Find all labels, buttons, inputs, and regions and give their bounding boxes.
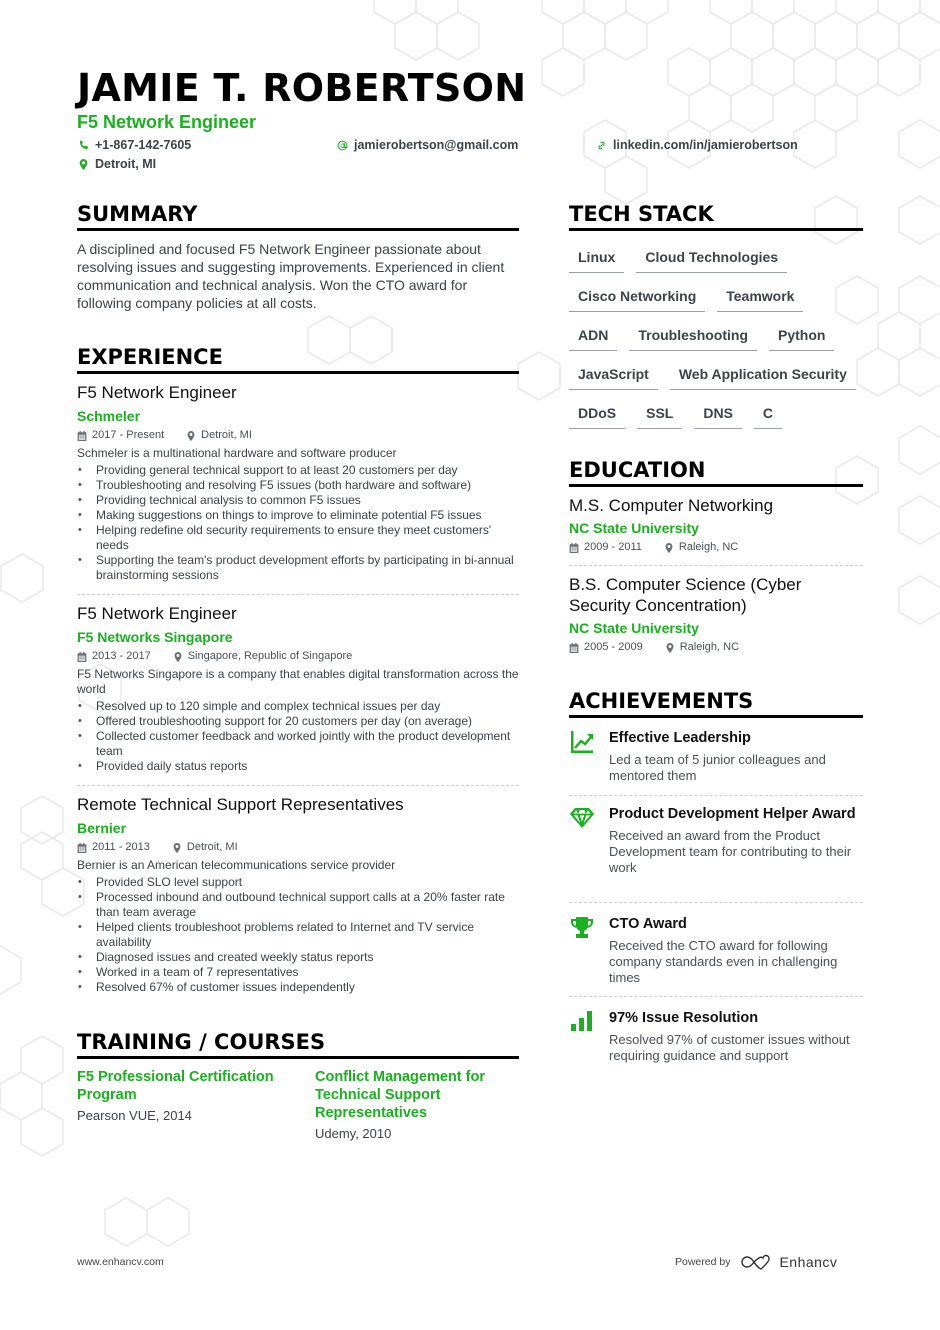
achievement-description: Received the CTO award for following company standards even in challenging times (609, 938, 838, 985)
education-dates: 2005 - 2009 (584, 641, 643, 653)
bullet-item: • Resolved up to 120 simple and complex technical issues per day (77, 699, 519, 714)
skill-tag: JavaScript (569, 360, 658, 390)
map-pin-icon (172, 843, 182, 853)
section-title-tech-stack: TECH STACK (569, 201, 863, 231)
tag-row (569, 360, 869, 399)
section-title-achievements: ACHIEVEMENTS (569, 688, 863, 718)
skill-tag: Cisco Networking (569, 282, 705, 312)
bullet-item: • Helping redefine old security requirements to ensure they meet customers' needs (77, 523, 519, 553)
tag-row (569, 321, 869, 360)
skill-tag: Troubleshooting (629, 321, 757, 351)
bullet-item: • Providing general technical support to at least 20 customers per day (77, 463, 519, 478)
job-location: Singapore, Republic of Singapore (187, 650, 353, 662)
bar-chart-icon (569, 1009, 595, 1035)
job-dates: 2017 - Present (92, 429, 165, 441)
map-pin-icon (664, 543, 674, 553)
at-sign-icon (337, 140, 348, 151)
contact-phone[interactable] (78, 138, 191, 152)
degree-title: M.S. Computer Networking (569, 496, 774, 515)
skill-tag: DNS (694, 399, 742, 429)
skill-tag: DDoS (569, 399, 625, 429)
contact-email[interactable] (337, 138, 518, 152)
achievement-title: Effective Leadership (609, 730, 751, 746)
skill-tag: Python (769, 321, 834, 351)
contact-linkedin[interactable] (596, 138, 798, 152)
section-title-training: TRAINING / COURSES (77, 1029, 519, 1059)
diamond-icon (569, 805, 595, 831)
achievement-entry (569, 915, 863, 986)
job-meta (77, 649, 519, 664)
achievement-entry (569, 1009, 863, 1064)
map-pin-icon (665, 643, 675, 653)
experience-entry (77, 794, 519, 995)
infinity-heart-icon (740, 1254, 772, 1270)
course-provider: Pearson VUE, 2014 (77, 1108, 192, 1123)
experience-entry (77, 603, 519, 774)
school-name: NC State University (569, 520, 699, 536)
company-description: Schmeler is a multinational hardware and software producer (77, 446, 397, 460)
achievement-description: Received an award from the Product Development team for contributing to their work (609, 828, 852, 875)
course-title: Conflict Management for Technical Support Representatives (315, 1069, 485, 1121)
entry-divider (569, 565, 863, 566)
skill-tag: Teamwork (717, 282, 803, 312)
company-description: F5 Networks Singapore is a company that enables digital transformation across the world (77, 667, 519, 696)
achievement-entry (569, 729, 863, 784)
bullet-item: • Processed inbound and outbound technical support calls at a 20% faster rate than team average (77, 890, 519, 920)
job-bullets (77, 463, 519, 583)
achievement-title: Product Development Helper Award (609, 806, 856, 822)
experience-entry (77, 382, 519, 583)
bullet-item: • Worked in a team of 7 representatives (77, 965, 519, 980)
bullet-item: • Collected customer feedback and worked jointly with the product development team (77, 729, 519, 759)
job-meta (77, 840, 519, 855)
section-title-experience: EXPERIENCE (77, 344, 519, 374)
job-dates: 2011 - 2013 (92, 841, 150, 853)
bullet-item: • Provided SLO level support (77, 875, 519, 890)
skill-tag: SSL (637, 399, 682, 429)
brand-name: Enhancv (779, 1254, 838, 1270)
education-location: Raleigh, NC (679, 641, 740, 653)
job-title: Remote Technical Support Representatives (77, 795, 404, 814)
company-name: Schmeler (77, 408, 141, 424)
skill-tag: Linux (569, 243, 624, 273)
link-icon (596, 140, 607, 151)
entry-divider (569, 902, 863, 903)
course-entry (315, 1068, 520, 1142)
job-bullets (77, 875, 519, 995)
company-name: F5 Networks Singapore (77, 629, 233, 645)
candidate-role: F5 Network Engineer (77, 112, 257, 132)
trophy-icon (569, 915, 595, 941)
job-location: Detroit, MI (186, 841, 238, 853)
achievement-description: Resolved 97% of customer issues without requiring guidance and support (609, 1032, 850, 1063)
bullet-item: • Offered troubleshooting support for 20 customers per day (on average) (77, 714, 519, 729)
phone-text: +1-867-142-7605 (95, 138, 192, 152)
skill-tag: Cloud Technologies (636, 243, 787, 273)
candidate-name: JAMIE T. ROBERTSON (77, 66, 527, 110)
achievement-title: 97% Issue Resolution (609, 1010, 759, 1026)
entry-divider (569, 996, 863, 997)
calendar-icon (569, 643, 579, 653)
phone-icon (78, 140, 89, 151)
education-meta (569, 540, 863, 555)
job-dates: 2013 - 2017 (92, 650, 151, 662)
enhancv-logo[interactable] (740, 1254, 837, 1270)
job-title: F5 Network Engineer (77, 383, 237, 402)
job-bullets (77, 699, 519, 774)
education-dates: 2009 - 2011 (584, 541, 642, 553)
contact-location (78, 157, 156, 171)
summary-text: A disciplined and focused F5 Network Engineer passionate about resolving issues and suggesting improvements. Experienced in client communication and technical analysis. Won the CTO award for following company policies at all costs. (77, 241, 505, 311)
bullet-item: • Diagnosed issues and created weekly status reports (77, 950, 519, 965)
entry-divider (77, 594, 519, 595)
footer-branding (675, 1254, 837, 1270)
chart-line-up-icon (569, 729, 595, 755)
tag-row (569, 282, 869, 321)
entry-divider (77, 785, 519, 786)
job-meta (77, 428, 519, 443)
skill-tag: ADN (569, 321, 617, 351)
linkedin-text: linkedin.com/in/jamierobertson (613, 138, 798, 152)
degree-title: B.S. Computer Science (Cyber Security Concentration) (569, 575, 802, 615)
education-entry (569, 574, 863, 655)
education-location: Raleigh, NC (678, 541, 739, 553)
bullet-item: • Troubleshooting and resolving F5 issues (both hardware and software) (77, 478, 519, 493)
education-entry (569, 495, 863, 555)
map-pin-icon (173, 652, 183, 662)
bullet-item: • Providing technical analysis to common F5 issues (77, 493, 519, 508)
tech-stack-tags (569, 243, 869, 438)
achievement-entry (569, 805, 863, 876)
job-location: Detroit, MI (201, 429, 252, 441)
location-text: Detroit, MI (95, 157, 157, 171)
calendar-icon (77, 431, 87, 441)
company-name: Bernier (77, 820, 127, 836)
achievement-description: Led a team of 5 junior colleagues and mentored them (609, 752, 826, 783)
email-text: jamierobertson@gmail.com (354, 138, 519, 152)
entry-divider (569, 795, 863, 796)
tag-row (569, 243, 869, 282)
course-provider: Udemy, 2010 (315, 1126, 392, 1141)
powered-by-label: Powered by (675, 1256, 731, 1268)
bullet-item: • Resolved 67% of customer issues independently (77, 980, 519, 995)
footer-website-link[interactable]: www.enhancv.com (77, 1256, 164, 1268)
map-pin-icon (186, 431, 196, 441)
calendar-icon (77, 843, 87, 853)
company-description: Bernier is an American telecommunications service provider (77, 858, 396, 872)
school-name: NC State University (569, 620, 699, 636)
achievement-title: CTO Award (609, 916, 687, 932)
job-title: F5 Network Engineer (77, 604, 237, 623)
bullet-item: • Helped clients troubleshoot problems related to Internet and TV service availability (77, 920, 519, 950)
map-pin-icon (78, 159, 89, 170)
calendar-icon (569, 543, 579, 553)
bullet-item: • Making suggestions on things to improve to eliminate potential F5 issues (77, 508, 519, 523)
calendar-icon (77, 652, 87, 662)
course-entry (77, 1068, 282, 1124)
bullet-item: • Provided daily status reports (77, 759, 519, 774)
tag-row (569, 399, 869, 438)
course-title: F5 Professional Certification Program (77, 1069, 274, 1103)
section-title-summary: SUMMARY (77, 201, 519, 231)
skill-tag: Web Application Security (670, 360, 856, 390)
skill-tag: C (754, 399, 782, 429)
bullet-item: • Supporting the team's product development efforts by participating in bi-annual brainstorming sessions (77, 553, 519, 583)
education-meta (569, 640, 863, 655)
section-title-education: EDUCATION (569, 457, 863, 487)
